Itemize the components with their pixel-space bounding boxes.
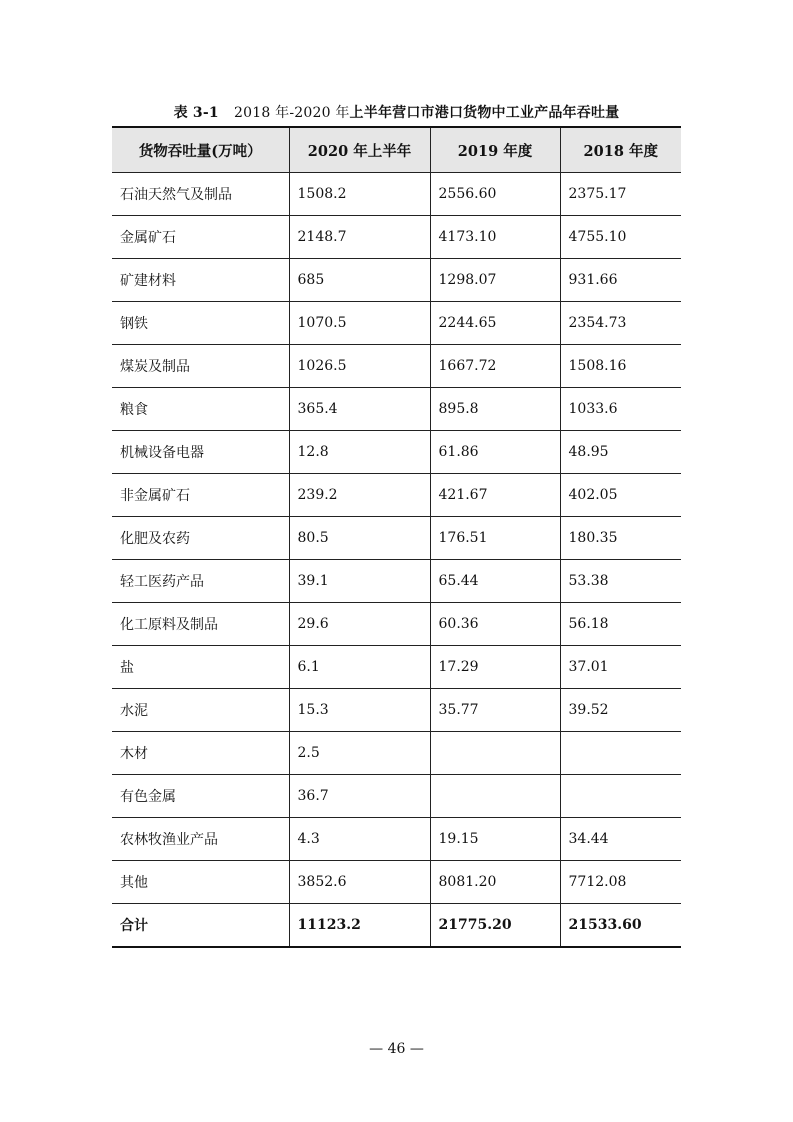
cell-2018: 34.44 [560, 818, 681, 861]
cell-category: 机械设备电器 [112, 431, 289, 474]
table-row [112, 603, 681, 646]
cell-2018: 7712.08 [560, 861, 681, 904]
cell-2018: 1033.6 [560, 388, 681, 431]
cell-2020-h1: 1508.2 [289, 173, 430, 216]
column-header-2018: 2018 年度 [560, 127, 681, 173]
cell-2018: 931.66 [560, 259, 681, 302]
cell-2020-h1: 12.8 [289, 431, 430, 474]
cell-2018: 56.18 [560, 603, 681, 646]
cell-2020-h1: 4.3 [289, 818, 430, 861]
cell-2018: 37.01 [560, 646, 681, 689]
table-row [112, 259, 681, 302]
table-title: 上半年营口市港口货物中工业产品年吞吐量 [349, 105, 620, 121]
cell-2019: 8081.20 [430, 861, 560, 904]
table-row [112, 345, 681, 388]
cell-category: 其他 [112, 861, 289, 904]
cell-2020-h1: 80.5 [289, 517, 430, 560]
cell-category: 轻工医药产品 [112, 560, 289, 603]
cell-2019: 1667.72 [430, 345, 560, 388]
cell-2020-h1: 6.1 [289, 646, 430, 689]
total-2018: 21533.60 [560, 904, 681, 948]
cell-2019: 4173.10 [430, 216, 560, 259]
table-row [112, 775, 681, 818]
table-row [112, 560, 681, 603]
table-row [112, 861, 681, 904]
cell-2019: 65.44 [430, 560, 560, 603]
table-row [112, 388, 681, 431]
table-row [112, 216, 681, 259]
cell-2019: 17.29 [430, 646, 560, 689]
cell-category: 金属矿石 [112, 216, 289, 259]
table-row [112, 646, 681, 689]
cell-2019: 1298.07 [430, 259, 560, 302]
cell-category: 盐 [112, 646, 289, 689]
column-header-2019: 2019 年度 [430, 127, 560, 173]
cell-category: 非金属矿石 [112, 474, 289, 517]
column-header-2020-h1: 2020 年上半年 [289, 127, 430, 173]
cell-2019: 2244.65 [430, 302, 560, 345]
cell-2019: 421.67 [430, 474, 560, 517]
cell-2018: 180.35 [560, 517, 681, 560]
cell-2019 [430, 732, 560, 775]
total-label: 合计 [112, 904, 289, 948]
cell-category: 粮食 [112, 388, 289, 431]
cell-2018: 53.38 [560, 560, 681, 603]
table-row [112, 732, 681, 775]
cell-category: 农林牧渔业产品 [112, 818, 289, 861]
cell-category: 钢铁 [112, 302, 289, 345]
table-total-row [112, 904, 681, 948]
cell-2018: 4755.10 [560, 216, 681, 259]
cell-2019: 35.77 [430, 689, 560, 732]
cell-2018: 1508.16 [560, 345, 681, 388]
table-header-row [112, 127, 681, 173]
table-caption [0, 102, 793, 122]
table-row [112, 517, 681, 560]
table-row [112, 689, 681, 732]
cell-2018 [560, 732, 681, 775]
cell-category: 煤炭及制品 [112, 345, 289, 388]
cell-2018: 2354.73 [560, 302, 681, 345]
cell-2020-h1: 29.6 [289, 603, 430, 646]
cell-2018: 402.05 [560, 474, 681, 517]
total-2020-h1: 11123.2 [289, 904, 430, 948]
cell-2020-h1: 2.5 [289, 732, 430, 775]
cell-2019: 61.86 [430, 431, 560, 474]
cell-2020-h1: 239.2 [289, 474, 430, 517]
cell-category: 有色金属 [112, 775, 289, 818]
cell-2018: 39.52 [560, 689, 681, 732]
cell-2020-h1: 39.1 [289, 560, 430, 603]
cell-2019: 19.15 [430, 818, 560, 861]
cell-2018: 2375.17 [560, 173, 681, 216]
table-row [112, 173, 681, 216]
table-row [112, 818, 681, 861]
cell-2020-h1: 36.7 [289, 775, 430, 818]
table-number: 表 3-1 [173, 105, 219, 121]
column-header-category: 货物吞吐量(万吨） [112, 127, 289, 173]
cell-2019: 895.8 [430, 388, 560, 431]
cell-2019 [430, 775, 560, 818]
cell-2020-h1: 685 [289, 259, 430, 302]
cell-2019: 2556.60 [430, 173, 560, 216]
cell-2020-h1: 3852.6 [289, 861, 430, 904]
cell-2019: 60.36 [430, 603, 560, 646]
table-year-range: 2018 年-2020 年 [234, 105, 350, 121]
cell-2019: 176.51 [430, 517, 560, 560]
cell-2020-h1: 1070.5 [289, 302, 430, 345]
table-row [112, 431, 681, 474]
cargo-throughput-table [112, 126, 681, 948]
table-row [112, 302, 681, 345]
cell-2020-h1: 15.3 [289, 689, 430, 732]
cell-category: 化工原料及制品 [112, 603, 289, 646]
cell-2020-h1: 1026.5 [289, 345, 430, 388]
cell-2020-h1: 2148.7 [289, 216, 430, 259]
cell-category: 水泥 [112, 689, 289, 732]
cell-category: 矿建材料 [112, 259, 289, 302]
cell-2018 [560, 775, 681, 818]
total-2019: 21775.20 [430, 904, 560, 948]
table-row [112, 474, 681, 517]
cell-category: 木材 [112, 732, 289, 775]
cell-category: 石油天然气及制品 [112, 173, 289, 216]
page-number: — 46 — [369, 1041, 424, 1057]
cell-2020-h1: 365.4 [289, 388, 430, 431]
cell-2018: 48.95 [560, 431, 681, 474]
cell-category: 化肥及农药 [112, 517, 289, 560]
